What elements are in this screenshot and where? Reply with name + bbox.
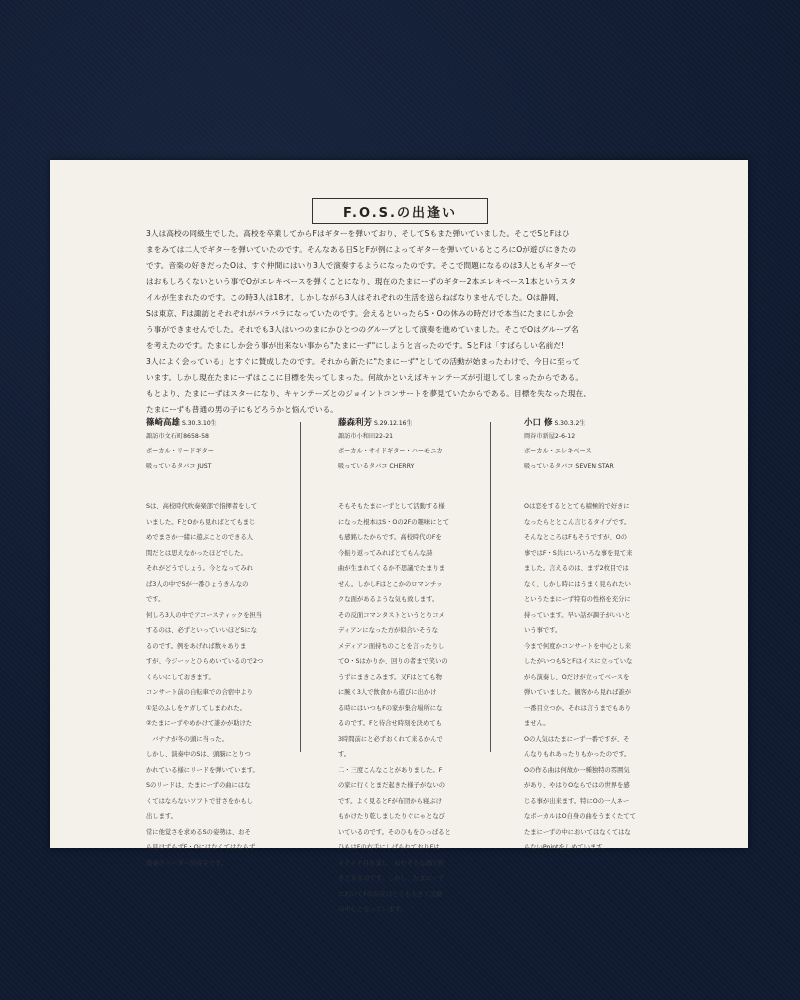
bio-line: コンサート前の自転車での合宿中より xyxy=(146,689,254,696)
bio-line: ら見けずらずF・Oにはなくてはならず xyxy=(146,844,256,851)
bio-line: 出します。 xyxy=(146,813,177,820)
bio-line: 持っています。早い話が調子がいいと xyxy=(524,611,631,619)
bio-line: 今まで何度かコンサートを中心とし来 xyxy=(524,642,632,650)
bio-line: もかけたり乾しましたりぐにゃとなび xyxy=(338,813,445,820)
bio-line: くてはならないソフトで甘さをかもし xyxy=(146,797,254,805)
bio-line: 二・三度こんなことがありました。F xyxy=(338,766,443,774)
intro-line: 3人によく会っている」とすぐに賛成したのです。それから新たに"たまにーず"としての活動が始まったわけで、今日に至って xyxy=(146,357,581,366)
intro-line: はおもしろくないという事でOがエレキベースを弾くことになり、現在のたまにーずのギター2本エレキベース1本というスタ xyxy=(146,277,577,286)
bio-line: においてFの存在はとても大きく活動 xyxy=(338,890,443,898)
bio-line: です。 xyxy=(146,596,165,603)
bio-line: ひもはFの右手にしばられておりFは xyxy=(338,844,440,851)
bio-line: らないPointをしめています。 xyxy=(524,844,609,851)
member-bio xyxy=(146,499,316,871)
page-title: F.O.S.の出逢い xyxy=(312,198,488,224)
bio-line: すが、今ジーッとひらめいているので2つ xyxy=(146,658,264,665)
intro-text xyxy=(146,226,686,418)
bio-line: イテイテ目を覚し、ねむそうな顔で乾 xyxy=(338,859,445,867)
bio-line: ディアンになった方が似合いそうな xyxy=(338,627,438,634)
intro-line: う事ができませんでした。それでも3人はいつのまにかひとつのグループとして演奏を進めていました。そこでOはグループ名 xyxy=(146,325,579,334)
bio-line: したがいつもSとFはイスに立っていな xyxy=(524,658,633,665)
intro-line: です。音楽の好きだったOは、すぐ仲間にはいり3人で演奏するようになったのです。そこで問題になるのは3人ともギターで xyxy=(146,261,577,270)
bio-line: Oは恋をするととても積極的で好きに xyxy=(524,503,630,510)
member-part: ボーカル・エレキベース xyxy=(524,448,592,455)
bio-line: じる事が出来ます。特にOの一人ネー xyxy=(524,797,630,805)
member-address: 諏訪市文石町8658-58 xyxy=(146,433,209,440)
bio-line: 3時間前にと必ずおくれて来るかんで xyxy=(338,735,443,743)
member-bio xyxy=(338,499,508,918)
liner-note-sheet xyxy=(50,160,748,913)
member-tobacco: 吸っているタバコ CHERRY xyxy=(338,463,415,470)
bio-line: そんなところはFもそうですが、Oの xyxy=(524,534,628,541)
bio-line: いました。FとOから見ればとてもまじ xyxy=(146,518,256,526)
bio-line: てO・Sはかりか、回りの者まで笑いの xyxy=(338,658,448,665)
member-name-row xyxy=(338,416,508,428)
column-divider xyxy=(490,422,491,752)
bio-line: ました。言えるのは、まず2枚目では xyxy=(524,565,629,572)
bio-line: バナナが冬の頭に当った。 xyxy=(146,735,228,743)
bio-line: クな面があるような気も致します。 xyxy=(338,596,439,603)
intro-line: を考えたのです。たまにしか会う事が出来ない事から"たまにーず"にしようと言ったのです。SとFは「すばらしい名前だ! xyxy=(146,341,565,350)
bio-line: ②たまにーずやめかけて誰かが助けた xyxy=(146,720,253,727)
member-part: ボーカル・リードギター xyxy=(146,448,214,455)
intro-line: たまにーずも普通の男の子にもどろうかと悩んでいる。 xyxy=(146,405,338,414)
bio-line: る時にはいつもFの家が集合場所にな xyxy=(338,704,443,712)
column-divider xyxy=(300,422,301,752)
bio-line: 一番目立つか。それは言うまでもあり xyxy=(524,704,632,712)
member-column-1 xyxy=(146,416,316,871)
member-name: 小口 修 xyxy=(524,418,553,428)
bio-line: なボーカルはO自身の曲をうまくたてて xyxy=(524,813,636,820)
bio-line: Oの人気はたまにーず一番ですが、そ xyxy=(524,735,630,743)
bio-line: も感銘したからです。高校時代のFを xyxy=(338,534,442,541)
intro-line: 3人は高校の同級生でした。高校を卒業してからFはギターを弾いており、そしてSもまた弾いていました。そこでSとFはひ xyxy=(146,229,570,238)
bio-line: それがどうでしょう。今となってみれ xyxy=(146,565,254,572)
member-birthdate: S.30.3.2生 xyxy=(554,420,586,427)
bio-line: 間だとは思えなかったほどでした。 xyxy=(146,549,247,557)
bio-line: んなりもれあったりもかったのです。 xyxy=(524,751,631,758)
member-name-row xyxy=(146,416,316,428)
intro-line: まをみては二人でギターを弾いていたのです。そんなある日SとFが例によってギターを弾いているところにOが遊びにきたの xyxy=(146,245,577,254)
bio-line: するのは、必ずといっていいほどSにな xyxy=(146,627,258,634)
bio-line: 曲が生まれてくるか不思議でたまりま xyxy=(338,565,446,572)
bio-line: 演奏のリーダー的存在です。 xyxy=(146,859,228,867)
member-column-3 xyxy=(524,416,694,856)
member-part: ボーカル・サイドギター・ハーモニカ xyxy=(338,448,443,455)
bio-line: 弾いていました。観客から見れば誰が xyxy=(524,689,632,696)
bio-line: そもそもたまにーずとして活動する様 xyxy=(338,503,445,510)
bio-line: くらいにしておきます。 xyxy=(146,673,215,681)
bio-line: があり、やはりOならではの世界を感 xyxy=(524,782,630,789)
intro-line: イルが生まれたのです。この時3人は18才、しかしながら3人はそれぞれの生活を送らねばなりませんでした。Oは静岡、 xyxy=(146,293,564,302)
bio-line: がら演奏し、Oだけが立ってベースを xyxy=(524,673,630,681)
member-tobacco: 吸っているタバコ SEVEN STAR xyxy=(524,463,614,470)
bio-line: です。よく見るとFが布団から寝ぶけ xyxy=(338,797,442,805)
bio-line: ば3人の中でSが一番ひょうきんなの xyxy=(146,580,249,588)
bio-line: いているのです。そのひもをひっぱると xyxy=(338,828,451,836)
bio-line: す。 xyxy=(338,751,351,758)
bio-line: かれている様にリードを弾いています。 xyxy=(146,766,259,774)
bio-line: 常に他覚さを求めるSの姿勢は、おそ xyxy=(146,828,251,836)
intro-line: Sは東京、Fは諏訪とそれぞれがバラバラになっていたのです。会えるといったらS・Oの休みの時だけで本当にたまにしか会 xyxy=(146,309,574,318)
member-bio xyxy=(524,499,694,856)
bio-line: 今振り返ってみればとてもんな詩 xyxy=(338,549,433,557)
bio-line: いう事です。 xyxy=(524,627,562,634)
member-name-row xyxy=(524,416,694,428)
bio-line: ①足のふしをケガしてしまわれた。 xyxy=(146,704,246,712)
bio-line: Sは、高校時代吹奏楽部で指揮者をして xyxy=(146,503,258,510)
member-birthdate: S.29.12.16生 xyxy=(374,420,413,427)
member-name: 篠崎高雄 xyxy=(146,418,181,428)
member-address: 諏訪市小和田22-21 xyxy=(338,433,394,440)
bio-line: その反面コマンタストというとりコメ xyxy=(338,611,445,619)
bio-line: るのです。例をあげれば数々ありま xyxy=(146,642,247,650)
member-tobacco: 吸っているタバコ JUST xyxy=(146,463,212,470)
member-column-2 xyxy=(338,416,508,918)
bio-line: メディアン面持ちのことを言ったりし xyxy=(338,642,445,650)
bio-line: というたまにーず特有の性格を充分に xyxy=(524,596,631,603)
member-name: 藤森利芳 xyxy=(338,418,373,428)
intro-line: います。しかし現在たまにーずはここに目標を失ってしまった。何故かといえばキャンテーズが引退してしまったからである。 xyxy=(146,373,584,382)
bio-line: うずにまきこみます。又Fはとても物 xyxy=(338,673,442,681)
bio-line: に腕く3人で飲食から遊びに出かけ xyxy=(338,689,437,696)
bio-line: 事ではF・S共にいろいろな事を見て来 xyxy=(524,549,633,557)
bio-line: しかし、演奏中のSは、頭脳にとりつ xyxy=(146,751,251,758)
intro-line: もとより、たまにーずはスターになり、キャンテーズとのジョイントコンサートを夢見ていたからである。目標を失なった現在、 xyxy=(146,389,591,398)
member-address: 岡谷市新屋2-6-12 xyxy=(524,433,576,440)
bio-line: の中心となっています。 xyxy=(338,906,407,913)
bio-line: の家に行くとまだ起きた様子がないの xyxy=(338,782,446,789)
bio-line: せん。しかしFはとこかのロマンチッ xyxy=(338,580,443,588)
bio-line: なく、しかし時にはうまく見られたい xyxy=(524,580,631,588)
bio-line: なったらととこん言じるタイプです。 xyxy=(524,518,631,526)
bio-line: たまにーずの中においてはなくてはな xyxy=(524,828,631,836)
bio-line: めでまさか一緒に遊ぶことのできる人 xyxy=(146,534,254,541)
bio-line: きて来るのです。しかし、たまにーず xyxy=(338,875,445,882)
bio-line: ません。 xyxy=(524,720,550,727)
bio-line: 何しろ3人の中でアコースティックを担当 xyxy=(146,611,263,619)
bio-line: Sのリードは、たまにーずの曲にはな xyxy=(146,782,251,789)
bio-line: るのです。Fと待合せ時刻を決めても xyxy=(338,720,442,727)
member-birthdate: S.30.3.10生 xyxy=(182,420,217,427)
bio-line: になった根本はS・Oの2Fの趣味にとて xyxy=(338,518,450,526)
bio-line: Oの作る曲は何故か一種独特の雰囲気 xyxy=(524,766,630,774)
